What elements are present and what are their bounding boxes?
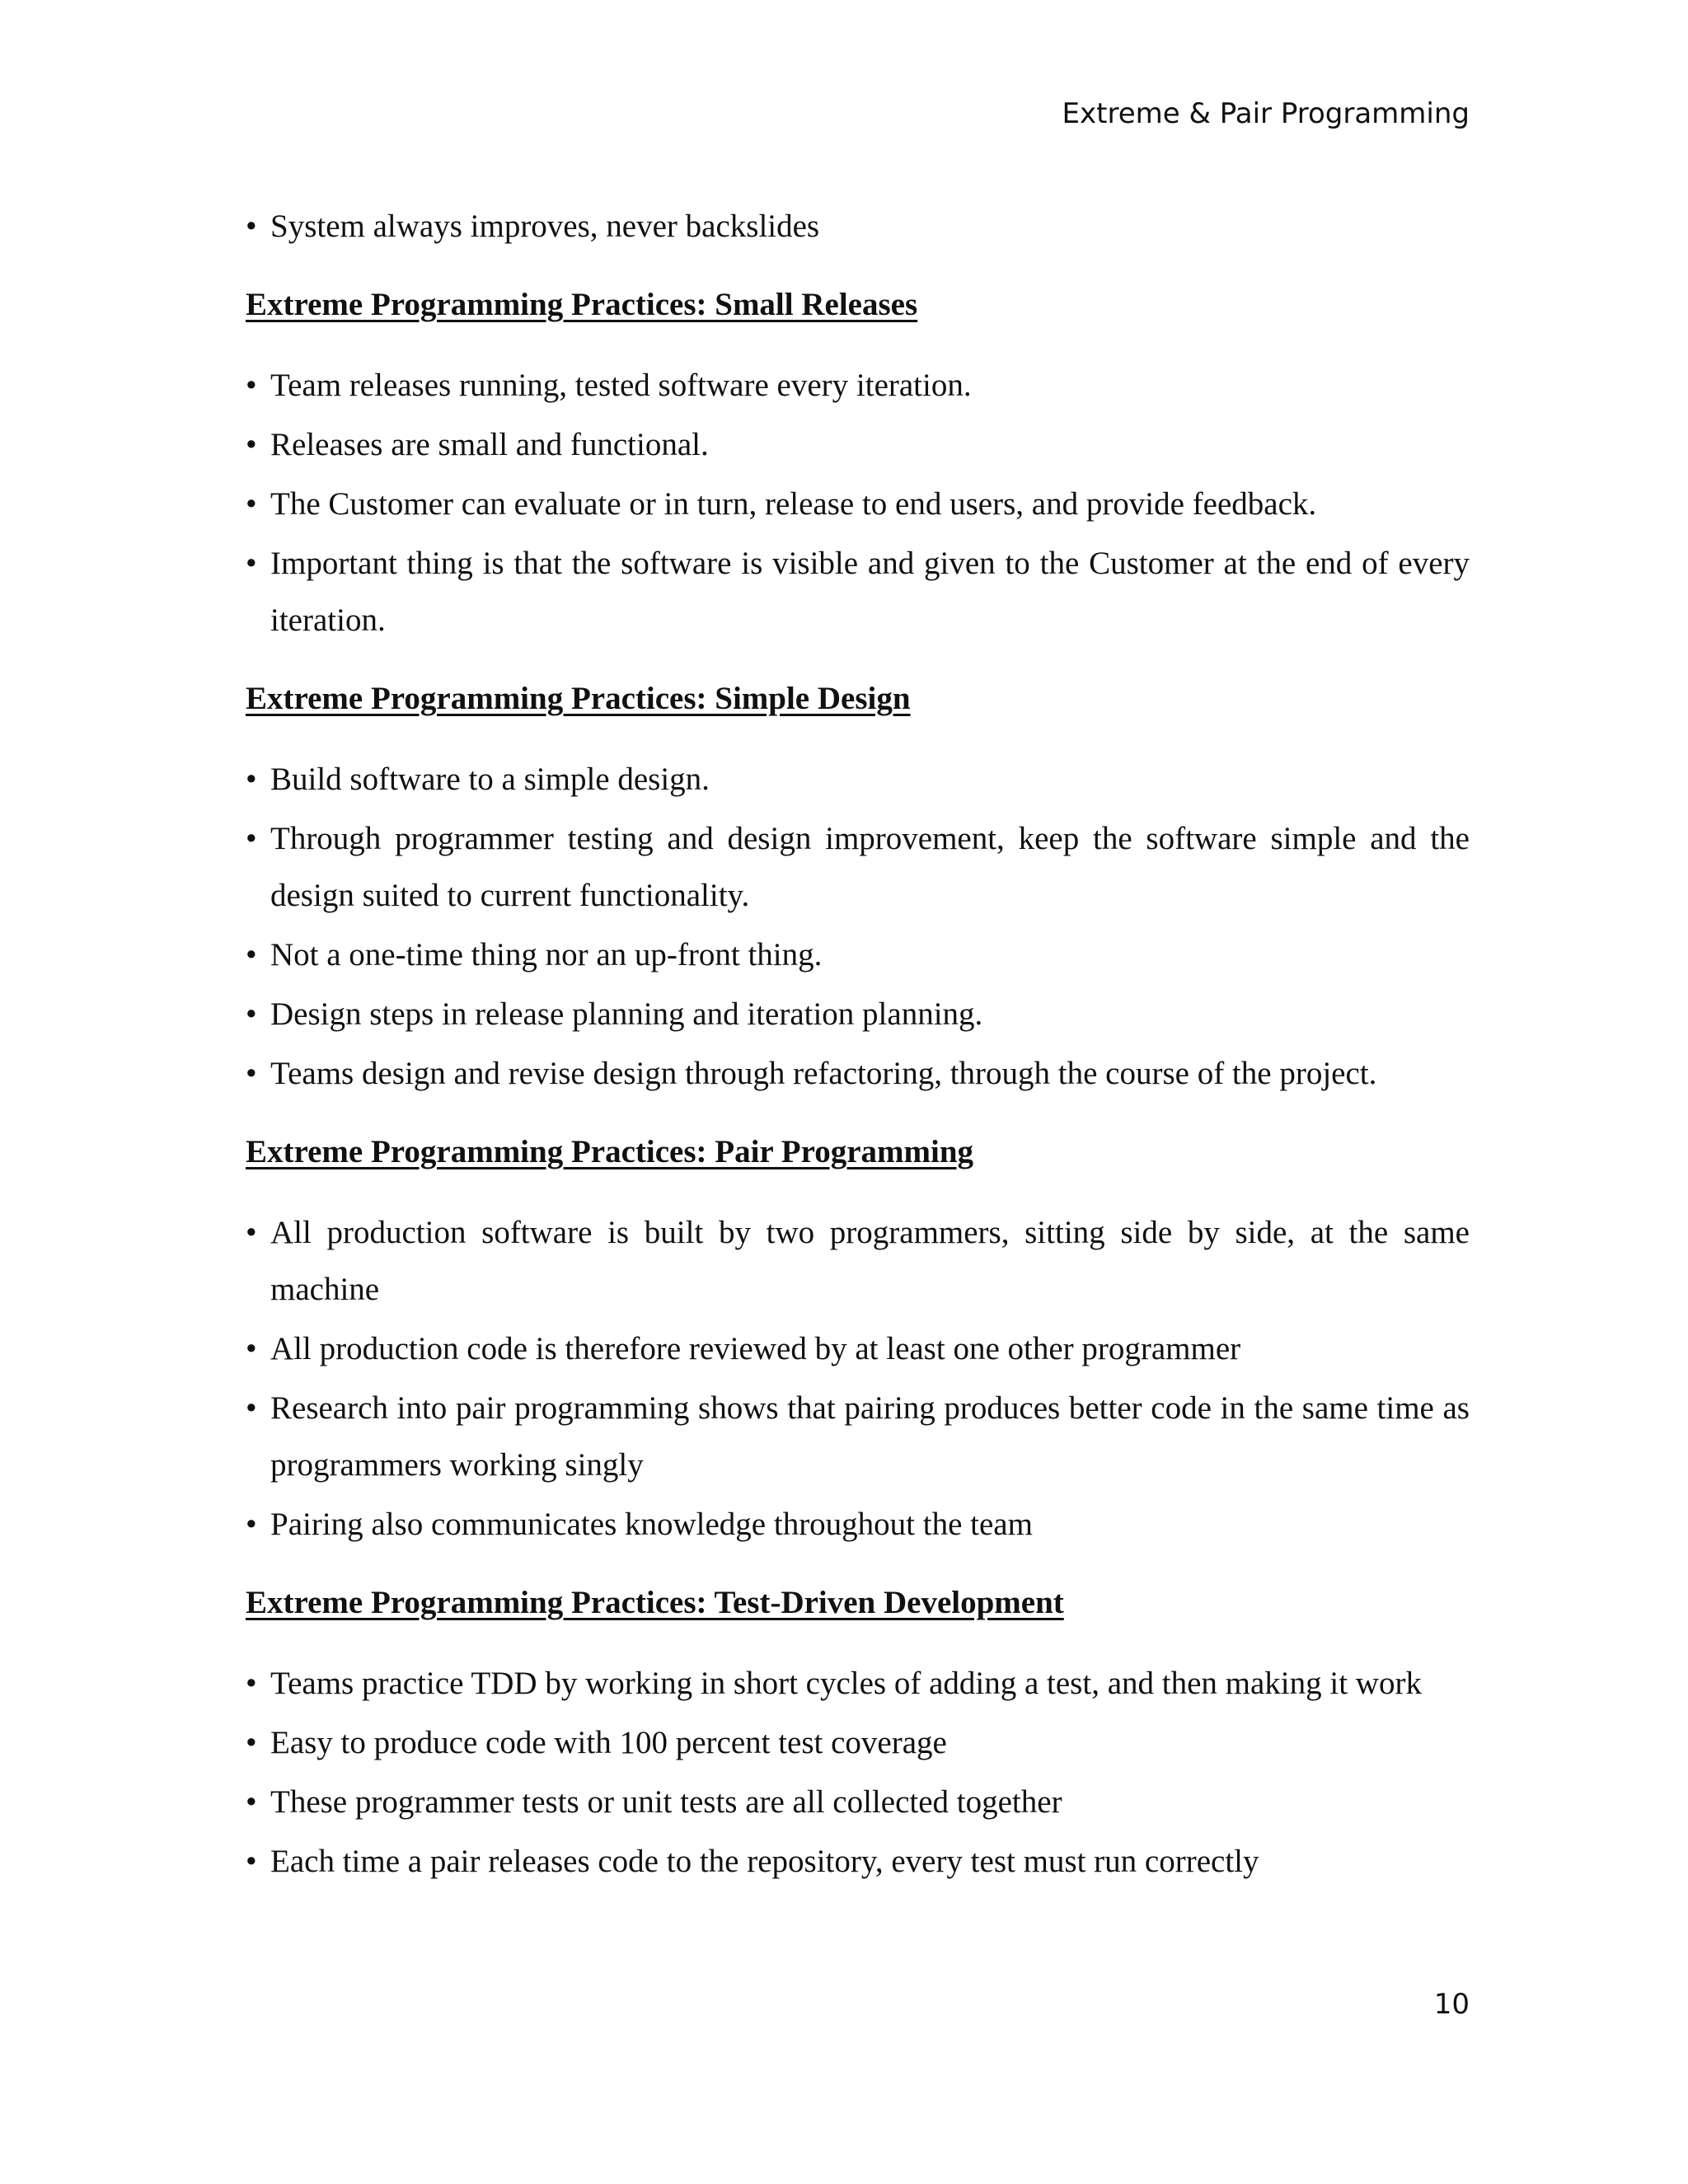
list-item: • Through programmer testing and design improvement, keep the software simple and the design suited to current functionality. — [246, 810, 1470, 924]
section-heading-simple-design: Extreme Programming Practices: Simple Design — [246, 681, 911, 716]
list-item: • The Customer can evaluate or in turn, release to end users, and provide feedback. — [246, 476, 1470, 532]
bullet-list-small-releases — [246, 357, 1470, 649]
section-heading-test-driven-development: Extreme Programming Practices: Test-Driven Development — [246, 1585, 1064, 1620]
list-item: • Releases are small and functional. — [246, 416, 1470, 473]
list-item: • All production software is built by two programmers, sitting side by side, at the same machine — [246, 1204, 1470, 1318]
list-item: • Research into pair programming shows that pairing produces better code in the same time as programmers working singly — [246, 1380, 1470, 1493]
bullet-list-simple-design — [246, 751, 1470, 1102]
list-item: • Not a one-time thing nor an up-front thing. — [246, 926, 1470, 983]
list-item: • These programmer tests or unit tests are all collected together — [246, 1774, 1470, 1830]
list-item: • Build software to a simple design. — [246, 751, 1470, 808]
list-item: • Important thing is that the software is visible and given to the Customer at the end of every iteration. — [246, 535, 1470, 649]
section-heading-small-releases: Extreme Programming Practices: Small Releases — [246, 287, 918, 322]
list-item: • Teams design and revise design through refactoring, through the course of the project. — [246, 1045, 1470, 1102]
list-item: • Team releases running, tested software every iteration. — [246, 357, 1470, 414]
list-item: • Teams practice TDD by working in short cycles of adding a test, and then making it work — [246, 1655, 1470, 1712]
page-number: 10 — [1433, 1988, 1470, 2021]
list-item: • Easy to produce code with 100 percent test coverage — [246, 1714, 1470, 1771]
page-content — [246, 198, 1470, 1892]
running-header: Extreme & Pair Programming — [1062, 97, 1470, 130]
intro-bullet-list — [246, 198, 1470, 255]
list-item: • Each time a pair releases code to the repository, every test must run correctly — [246, 1833, 1470, 1890]
bullet-list-test-driven-development — [246, 1655, 1470, 1890]
section-heading-pair-programming: Extreme Programming Practices: Pair Programming — [246, 1134, 974, 1169]
list-item: • System always improves, never backslides — [246, 198, 1470, 255]
bullet-list-pair-programming — [246, 1204, 1470, 1553]
list-item: • Pairing also communicates knowledge throughout the team — [246, 1496, 1470, 1553]
list-item: • Design steps in release planning and iteration planning. — [246, 986, 1470, 1043]
list-item: • All production code is therefore reviewed by at least one other programmer — [246, 1320, 1470, 1377]
